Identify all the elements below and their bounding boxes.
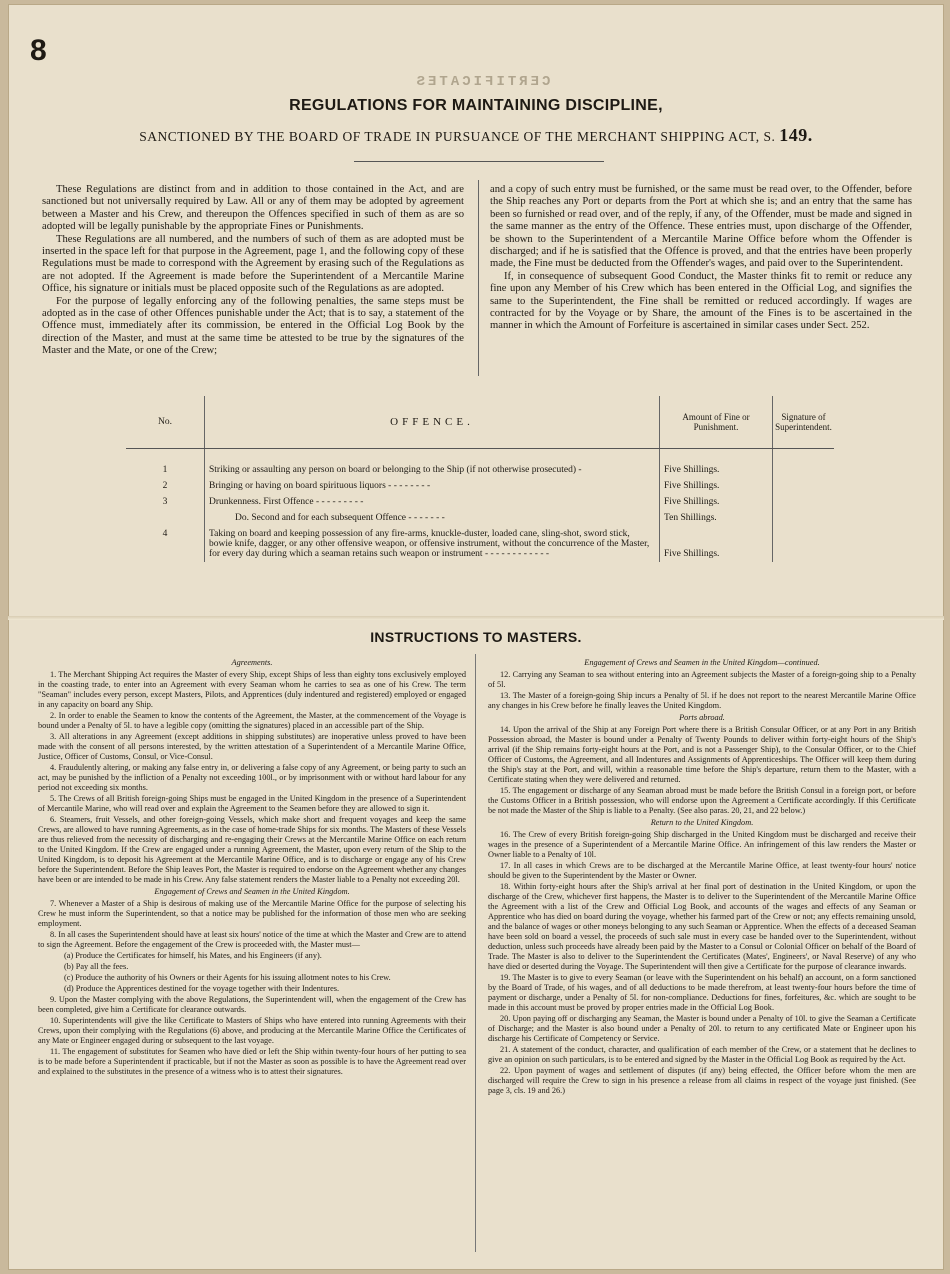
page-subtitle — [8, 125, 944, 146]
instruction-paragraph: 3. All alterations in any Agreement (except additions in shipping substitutes) are inoperative unless proved to have been made with the consent of all persons interested, by the written attestation of a Superintendent of a Mercantile Marine Office, Justice, Officer of Customs, Consul, or Vice-Consul. — [38, 732, 466, 761]
row-amount: Five Shillings. — [660, 494, 773, 510]
instruction-paragraph: 1. The Merchant Shipping Act requires the Master of every Ship, except Ships of less than eighty tons exclusively employed in the coasting trade, to enter into an Agreement with every Seaman whom he carries to sea as one of his Crew. The term "Seaman" includes every person, except Masters, Pilots, and Apprentices (duly indentured and registered) employed or engaged in any capacity on board any Ship. — [38, 670, 466, 709]
column-divider — [478, 180, 479, 376]
row-signature — [773, 526, 835, 562]
instruction-paragraph: (b) Pay all the fees. — [64, 962, 129, 971]
instruction-paragraph: (c) Produce the authority of his Owners or their Agents for his issuing allotment notes to his Crew. — [64, 973, 391, 982]
table-row — [126, 494, 834, 510]
instruction-paragraph: 18. Within forty-eight hours after the Ship's arrival at her final port of destination in the United Kingdom, or upon the discharge of the Crew, whichever first happens, the Master is to deliver to the Superintendent of the Mercantile Marine Office the Agreement with a list of the Crew and Official Log Book, and accounts of the wages and effects of any Seaman or Apprentice who has died on board during the voyage, whether his farmed part of the Crew or not; any effects remaining unsold, and the balance of wages or other moneys belonging to any such Seaman or Apprentice. When the effects of a deceased Seaman have been sold on board a vessel, the proceeds of such sale must in every case be handed over to the Superintendent, without deduction, unless such proceeds have already been paid by the Master to a Consul or Colonial Officer on behalf of the Board of Trade. The Master is also to deliver to the Superintendent the Certificates (Mates', Engineers', or Naval Reserve) of any who have died or deserted during the Voyage. The Superintendent will then give a Certificate for the purpose of clearance inwards. — [488, 882, 916, 971]
table-row — [126, 449, 834, 479]
row-amount: Five Shillings. — [660, 449, 773, 479]
row-offence: Do. Second and for each subsequent Offence - - - - - - - — [205, 510, 660, 526]
instruction-paragraph: (a) Produce the Certificates for himself, his Mates, and his Engineers (if any). — [64, 951, 322, 960]
instruction-paragraph: 19. The Master is to give to every Seaman (or leave with the Superintendent on his behalf) an account, on a form sanctioned by the Board of Trade, of his wages, and of all deductions to be made therefrom, at least twenty-four hours before the time of payment or discharge, under a Penalty of 5l. for non-compliance. Deductions for fines, forfeitures, &c. which are sought to be made in this account must be proved by proper entries made in the Official Log Book. — [488, 973, 916, 1012]
instruction-paragraph: 10. Superintendents will give the like Certificate to Masters of Ships who have entered into running Agreements with their Crews, upon their complying with the Regulations (6) above, and producing at the Mercantile Marine Office the Certificates of any Mate or Engineer engaged during or subsequent to the last voyage. — [38, 1016, 466, 1045]
row-signature — [773, 449, 835, 479]
intro-right-column — [490, 184, 912, 333]
instruction-paragraph: 4. Fraudulently altering, or making any false entry in, or delivering a false copy of any Agreement, or being party to such an act, may be punished by the infliction of a Penalty not exceeding 100l., or by imprisonment with or without hard labour for any period not exceeding six months. — [38, 763, 466, 792]
instructions-title: INSTRUCTIONS TO MASTERS. — [370, 629, 582, 645]
document-page — [8, 4, 944, 1270]
row-amount: Five Shillings. — [660, 478, 773, 494]
instruction-paragraph: 22. Upon payment of wages and settlement of disputes (if any) being effected, the Officer before whom the men are discharged will require the Crew to sign in his presence a release from all claims in respect of the voyage just finished. (See page 3, cls. 19 and 26.) — [488, 1066, 916, 1095]
row-signature — [773, 510, 835, 526]
instruction-paragraph: 21. A statement of the conduct, character, and qualification of each member of the Crew, or a statement that he declines to give an opinion on such particulars, is to be entered and signed by the Master in the Official Log Book as required by the Act. — [488, 1045, 916, 1064]
instruction-paragraph: 7. Whenever a Master of a Ship is desirous of making use of the Mercantile Marine Office for the purpose of selecting his Crew he must inform the Superintendent, so that a notice may be published for the information of those men who are seeking employment. — [38, 899, 466, 928]
table-row — [126, 526, 834, 562]
bleed-through-text: CERTIFICATES — [413, 74, 551, 90]
table-row — [126, 478, 834, 494]
intro-paragraph: If, in consequence of subsequent Good Conduct, the Master thinks fit to remit or reduce any fine upon any Member of his Crew which has been entered in the Official Log, and signifies the same to the Superintendent, the Fine shall be remitted or reduced accordingly. If wages are contracted for by the Voyage or by Share, the amount of the Fines is to be ascertained in the manner in which the Amount of Forfeiture is ascertained in similar cases under Sect. 252. — [490, 270, 912, 332]
intro-paragraph: These Regulations are distinct from and in addition to those contained in the Act, and are sanctioned but not universally required by Law. All or any of them may be adopted by agreement between a Master and his Crew, and thereupon the Offences specified in such of them as are so adopted will be legally punishable by the appropriate Fines or Punishments. — [42, 184, 464, 233]
header-signature: Signature of Superintendent. — [773, 396, 835, 449]
row-amount: Ten Shillings. — [660, 510, 773, 526]
offence-table-header — [126, 396, 834, 449]
intro-left-column — [42, 184, 464, 358]
instruction-paragraph: 11. The engagement of substitutes for Seamen who have died or left the Ship within twenty-four hours of her putting to sea is to be made before a Superintendent if practicable, but if not the Master as soon as possible is to have the Agreement read over and explained to the substitutes in the presence of a witness who is to attest their signatures. — [38, 1047, 466, 1076]
instruction-paragraph: 17. In all cases in which Crews are to be discharged at the Mercantile Marine Office, at least twenty-four hours' notice should be given to the Superintendent by the Master or Owner. — [488, 861, 916, 880]
header-no: No. — [126, 396, 205, 449]
intro-paragraph: For the purpose of legally enforcing any of the following penalties, the same steps must be adopted as in the case of other Offences punishable under the Act; that is to say, a statement of the Offence must, immediately after its commission, be entered in the Official Log Book by the direction of the Master, and must at the same time be attested to be true by the signatures of the Master and the Mate, or one of the Crew; — [42, 295, 464, 357]
instruction-paragraph: 14. Upon the arrival of the Ship at any Foreign Port where there is a British Consular Officer, or at any Port in any British Possession abroad, the Master is bound under a Penalty of Twenty Pounds to deliver within forty-eight hours of the Ship's arrival (if the Ship remains forty-eight hours at the Port, and is not a Passenger Ship), to the Consular Officer, or to the Chief Officer of Customs, the Agreement, and all Indentures and Assignments of Apprenticeships. The Officer will keep them during the Ship's stay at the Port, and will, within a reasonable time before the Ship's departure, return them to the Master, with a Certificate stating when they were delivered and returned. — [488, 725, 916, 784]
column-divider — [475, 654, 476, 1252]
row-amount: Five Shillings. — [660, 526, 773, 562]
title-rule — [354, 161, 604, 162]
subtitle-text: SANCTIONED BY THE BOARD OF TRADE IN PURSUANCE OF THE MERCHANT SHIPPING ACT, S. — [139, 129, 776, 144]
instruction-paragraph: 13. The Master of a foreign-going Ship incurs a Penalty of 5l. if he does not report to the nearest Mercantile Marine Office any changes in his Crew before he finally leaves the United Kingdom. — [488, 691, 916, 710]
instructions-right-column — [488, 656, 916, 1097]
row-number: 2 — [126, 478, 205, 494]
table-row — [126, 510, 834, 526]
instruction-paragraph: 15. The engagement or discharge of any Seaman abroad must be made before the British Consul in a foreign port, or before the Customs Officer in a British possession, who will endorse upon the Agreement a Certificate accordingly. If this Certificate be not made the Master of the Ship is liable to a Penalty. (See also paras. 20, 21, and 22 below.) — [488, 786, 916, 815]
instruction-paragraph: 20. Upon paying off or discharging any Seaman, the Master is bound under a Penalty of 10l. to give the Seaman a Certificate of Discharge; and the Master is also bound under a Penalty of 20l. to return to any certificated Mate or Engineer upon his discharge his Certificate of Competency or Service. — [488, 1014, 916, 1043]
row-number: 1 — [126, 449, 205, 479]
row-offence: Bringing or having on board spirituous liquors - - - - - - - - — [205, 478, 660, 494]
paper-fold — [8, 616, 944, 620]
instruction-paragraph: 9. Upon the Master complying with the above Regulations, the Superintendent will, when the engagement of the Crew has been completed, give him a Certificate for clearance outwards. — [38, 995, 466, 1014]
instruction-paragraph: 6. Steamers, fruit Vessels, and other foreign-going Vessels, which make short and frequent voyages and keep the same Crews, are allowed to have running Agreements, as in the case of home-trade Ships for six months. The Masters of these Vessels are thus relieved from the necessity of discharging and re-engaging their Crews at the Mercantile Marine Office on each return to the United Kingdom. If the Crew are engaged under a running Agreement, the Master, upon every return of the Ship to the United Kingdom, is to deposit his Agreement at the Mercantile Marine Office, and is to discharge or engage any of his Crew before the Superintendent. Before the Ship leaves Port, the Master is required to endorse on the Agreement whether any changes have been or are intended to be made in his Crew. Any false statement renders the Master liable to a Penalty not exceeding 20l. — [38, 815, 466, 884]
section-heading: Engagement of Crews and Seamen in the United Kingdom—continued. — [584, 658, 820, 667]
row-number: 4 — [126, 526, 205, 562]
row-offence: Drunkenness. First Offence - - - - - - - - - — [205, 494, 660, 510]
page-title: REGULATIONS FOR MAINTAINING DISCIPLINE, — [289, 97, 663, 114]
intro-paragraph: These Regulations are all numbered, and the numbers of such of them as are adopted must be inserted in the space left for that purpose in the Agreement, page 1, and the following copy of these Regulations must be made to correspond with the Agreement by erasing such of the Regulations as are not adopted. If the Agreement is made before the Superintendent of a Mercantile Marine Office, his signature or initials must be placed opposite such of the Regulations as are adopted. — [42, 233, 464, 295]
instruction-paragraph: 12. Carrying any Seaman to sea without entering into an Agreement subjects the Master of a foreign-going ship to a Penalty of 5l. — [488, 670, 916, 689]
instruction-paragraph: 2. In order to enable the Seamen to know the contents of the Agreement, the Master, at the commencement of the Voyage is bound under a Penalty of 5l. to have a legible copy (omitting the signatures) placed in an accessible part of the Ship. — [38, 711, 466, 730]
row-offence: Taking on board and keeping possession of any fire-arms, knuckle-duster, loaded cane, sling-shot, sword stick, bowie knife, dagger, or any other offensive weapon, or offensive instrument, without the concurrence of the Master, for every day during which a seaman retains such weapon or instrument - - - - - - - - - - - - — [205, 526, 660, 562]
section-heading: Return to the United Kingdom. — [650, 818, 754, 827]
header-offence-label: OFFENCE. — [390, 416, 474, 428]
intro-paragraph: and a copy of such entry must be furnished, or the same must be read over, to the Offender, before the Ship reaches any Port or departs from the Port at which she is; and an entry that the same has been so furnished or read over, and of the reply, if any, of the Offender, must be made and signed in the same manner as the entry of the Offence. These entries must, upon discharge of the Offender, be shown to the Superintendent of a Mercantile Marine Office before whom the Offender is discharged; and if he is satisfied that the Offence is proved, and that the entries have been properly made, the Fine must be deducted from the Offender's wages, and paid over to the Superintendent. — [490, 184, 912, 270]
header-amount: Amount of Fine or Punishment. — [660, 396, 773, 449]
instruction-paragraph: 8. In all cases the Superintendent should have at least six hours' notice of the time at which the Master and Crew are to attend to sign the Agreement. Before the engagement of the Crew is proceeded with, the Master must— — [38, 930, 466, 949]
instruction-paragraph: 16. The Crew of every British foreign-going Ship discharged in the United Kingdom must be discharged and receive their wages in the presence of a Superintendent of a Mercantile Marine Office. An infringement of this law renders the Master or Owner liable to a Penalty of 10l. — [488, 830, 916, 859]
page-number: 8 — [30, 34, 47, 67]
row-signature — [773, 494, 835, 510]
instruction-paragraph: (d) Produce the Apprentices destined for the voyage together with their Indentures. — [64, 984, 340, 993]
instructions-left-column — [38, 656, 466, 1078]
section-heading: Engagement of Crews and Seamen in the United Kingdom. — [154, 887, 350, 896]
header-offence — [205, 396, 660, 449]
section-heading: Agreements. — [231, 658, 273, 667]
row-number: 3 — [126, 494, 205, 510]
instruction-paragraph: 5. The Crews of all British foreign-going Ships must be engaged in the United Kingdom in the presence of a Superintendent of Mercantile Marine, who will read over and explain the Agreement to the Seamen before they are allowed to sign it. — [38, 794, 466, 813]
row-offence: Striking or assaulting any person on board or belonging to the Ship (if not otherwise prosecuted) - — [205, 449, 660, 479]
offence-table — [126, 396, 834, 562]
section-number: 149. — [779, 125, 813, 145]
section-heading: Ports abroad. — [679, 713, 725, 722]
row-number — [126, 510, 205, 526]
row-signature — [773, 478, 835, 494]
